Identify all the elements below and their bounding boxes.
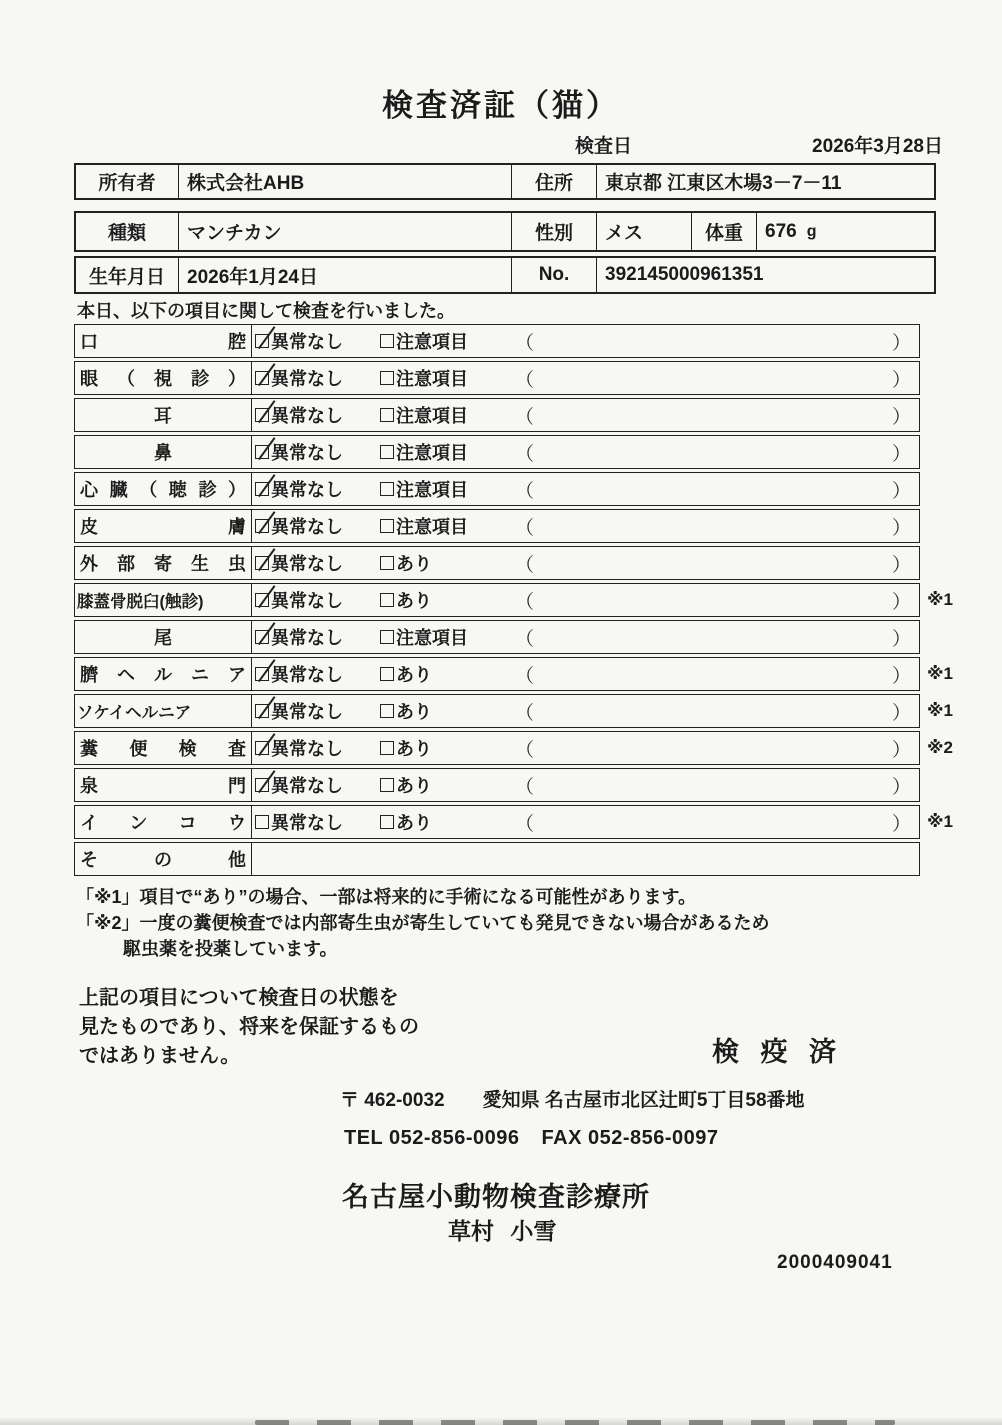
clinic-name: 名古屋小動物検査診療所 [342, 1182, 650, 1212]
finding-label: 注意項目 [396, 332, 468, 352]
checklist-row [74, 435, 920, 469]
breed-value: マンチカン [179, 213, 512, 250]
finding-checkbox[interactable] [380, 593, 394, 607]
remarks-field: （ ） [515, 776, 911, 798]
no-abnormality-checkbox[interactable] [255, 408, 269, 422]
clinic-phone-line [344, 1127, 719, 1150]
weight-value [757, 213, 934, 250]
finding-label: 注意項目 [396, 480, 468, 500]
finding-label: あり [396, 813, 432, 833]
finding-checkbox[interactable] [380, 371, 394, 385]
no-abnormality-checkbox[interactable] [255, 334, 269, 348]
finding-checkbox[interactable] [380, 556, 394, 570]
finding-checkbox[interactable] [380, 667, 394, 681]
footnote-2: 「※2」一度の糞便検査では内部寄生虫が寄生していても発見できない場合があるため [76, 913, 770, 933]
birthdate-label: 生年月日 [76, 258, 179, 292]
no-abnormality-label: 異常なし [271, 702, 343, 722]
remarks-field: （ ） [515, 554, 911, 576]
remarks-field: （ ） [515, 739, 911, 761]
no-abnormality-label: 異常なし [271, 739, 343, 759]
finding-checkbox[interactable] [380, 445, 394, 459]
item-label: 心 臓 （ 聴 診 ） [75, 473, 252, 505]
pet-info-row-2 [74, 256, 936, 294]
finding-checkbox[interactable] [380, 482, 394, 496]
page-title: 検査済証（猫） [382, 88, 620, 123]
finding-checkbox[interactable] [380, 519, 394, 533]
clinic-tel: TEL 052-856-0096 [344, 1127, 520, 1149]
item-label: 泉 門 [75, 769, 252, 801]
no-abnormality-checkbox[interactable] [255, 815, 269, 829]
disclaimer-line-1: 上記の項目について検査日の状態を [79, 987, 399, 1009]
checklist-row [74, 657, 953, 691]
no-abnormality-label: 異常なし [271, 591, 343, 611]
item-label: 臍 ヘ ル ニ ア [75, 658, 252, 690]
no-abnormality-checkbox[interactable] [255, 630, 269, 644]
remarks-field: （ ） [515, 591, 911, 613]
address-label: 住所 [512, 165, 597, 198]
item-label: 耳 [75, 399, 252, 431]
item-label: 糞 便 検 査 [75, 732, 252, 764]
finding-checkbox[interactable] [380, 630, 394, 644]
inspection-date-value: 2026年3月28日 [812, 136, 943, 157]
disclaimer-text [79, 984, 419, 1071]
no-abnormality-label: 異常なし [271, 628, 343, 648]
no-abnormality-label: 異常なし [271, 406, 343, 426]
no-abnormality-checkbox[interactable] [255, 556, 269, 570]
finding-checkbox[interactable] [380, 815, 394, 829]
finding-checkbox[interactable] [380, 778, 394, 792]
no-abnormality-checkbox[interactable] [255, 741, 269, 755]
item-label: 口 腔 [75, 325, 252, 357]
disclaimer-line-2: 見たものであり、将来を保証するもの [79, 1016, 419, 1038]
disclaimer-line-3: ではありません。 [79, 1045, 241, 1067]
clinic-fax: FAX 052-856-0097 [541, 1127, 719, 1149]
finding-checkbox[interactable] [380, 704, 394, 718]
footnotes [76, 884, 770, 962]
owner-table [74, 163, 936, 200]
item-label: 皮 膚 [75, 510, 252, 542]
clinic-address: 愛知県 名古屋市北区辻町5丁目58番地 [482, 1090, 805, 1111]
remarks-field: （ ） [515, 628, 911, 650]
remarks-field: （ ） [515, 406, 911, 428]
finding-checkbox[interactable] [380, 741, 394, 755]
remarks-field: （ ） [515, 813, 911, 835]
checklist-row [74, 509, 920, 543]
no-abnormality-label: 異常なし [271, 369, 343, 389]
no-abnormality-checkbox[interactable] [255, 778, 269, 792]
no-abnormality-label: 異常なし [271, 813, 343, 833]
footnote-marker: ※1 [927, 664, 953, 683]
checklist-row [74, 694, 953, 728]
item-label: 尾 [75, 621, 252, 653]
remarks-field: （ ） [515, 702, 911, 724]
inspection-date-row [575, 131, 943, 158]
veterinarian-name: 草村 小雪 [448, 1218, 557, 1244]
item-label: そ の 他 [75, 843, 252, 875]
no-abnormality-label: 異常なし [271, 517, 343, 537]
item-label: 眼 （ 視 診 ） [75, 362, 252, 394]
owner-label: 所有者 [76, 165, 179, 198]
no-abnormality-label: 異常なし [271, 665, 343, 685]
no-abnormality-checkbox[interactable] [255, 593, 269, 607]
remarks-field: （ ） [515, 517, 911, 539]
no-abnormality-checkbox[interactable] [255, 704, 269, 718]
intro-text: 本日、以下の項目に関して検査を行いました。 [77, 301, 455, 321]
footnote-marker: ※1 [927, 812, 953, 831]
checklist-row [74, 583, 953, 617]
no-abnormality-checkbox[interactable] [255, 445, 269, 459]
footnote-marker: ※1 [927, 701, 953, 720]
checklist-row [74, 842, 920, 876]
document-code: 2000409041 [777, 1252, 893, 1273]
finding-label: 注意項目 [396, 406, 468, 426]
finding-checkbox[interactable] [380, 408, 394, 422]
checklist-row [74, 768, 920, 802]
no-abnormality-label: 異常なし [271, 554, 343, 574]
item-label: 鼻 [75, 436, 252, 468]
remarks-field: （ ） [515, 480, 911, 502]
footnote-1: 「※1」項目で“あり”の場合、一部は将来的に手術になる可能性があります。 [76, 887, 697, 907]
id-number-value: 392145000961351 [605, 264, 764, 285]
clinic-postal-line [340, 1085, 805, 1112]
scan-artifact [255, 1420, 895, 1425]
footnote-marker: ※2 [927, 738, 953, 757]
finding-label: 注意項目 [396, 369, 468, 389]
no-abnormality-label: 異常なし [271, 776, 343, 796]
checklist-row [74, 398, 920, 432]
checklist-row [74, 731, 953, 765]
weight-unit: g [806, 222, 817, 240]
remarks-field: （ ） [515, 369, 911, 391]
finding-label: あり [396, 702, 432, 722]
inspection-date-label: 検査日 [575, 136, 633, 157]
weight-number: 676 [765, 220, 797, 242]
no-abnormality-checkbox[interactable] [255, 371, 269, 385]
owner-value: 株式会社AHB [179, 165, 512, 198]
finding-label: あり [396, 554, 432, 574]
finding-checkbox[interactable] [380, 334, 394, 348]
postal-code: 〒 462-0032 [340, 1090, 445, 1111]
item-label: ソケイヘルニア [75, 695, 252, 727]
pet-info-row-1 [74, 211, 936, 252]
checklist-row [74, 472, 920, 506]
weight-label: 体重 [692, 213, 757, 250]
birthdate-value: 2026年1月24日 [179, 258, 512, 292]
remarks-field: （ ） [515, 332, 911, 354]
address-value: 東京都 江東区木場3－7－11 [605, 173, 842, 194]
finding-label: 注意項目 [396, 628, 468, 648]
checklist-row [74, 620, 920, 654]
footnote-marker: ※1 [927, 590, 953, 609]
footnote-2-continued: 駆虫薬を投薬しています。 [123, 939, 338, 959]
checklist-table [74, 324, 953, 879]
quarantine-stamp: 検 疫 済 [712, 1037, 844, 1067]
no-abnormality-label: 異常なし [271, 443, 343, 463]
no-abnormality-checkbox[interactable] [255, 667, 269, 681]
breed-label: 種類 [76, 213, 179, 250]
finding-label: あり [396, 739, 432, 759]
remarks-field: （ ） [515, 665, 911, 687]
sex-label: 性別 [512, 213, 597, 250]
finding-label: あり [396, 665, 432, 685]
sex-value: メス [597, 213, 692, 250]
item-label: 外 部 寄 生 虫 [75, 547, 252, 579]
no-abnormality-checkbox[interactable] [255, 482, 269, 496]
checklist-row [74, 805, 953, 839]
remarks-field: （ ） [515, 443, 911, 465]
checklist-row [74, 361, 920, 395]
id-number-label: No. [512, 258, 597, 292]
no-abnormality-checkbox[interactable] [255, 519, 269, 533]
item-label: イ ン コ ウ [75, 806, 252, 838]
finding-label: 注意項目 [396, 443, 468, 463]
finding-label: 注意項目 [396, 517, 468, 537]
no-abnormality-label: 異常なし [271, 480, 343, 500]
finding-label: あり [396, 776, 432, 796]
item-label: 膝蓋骨脱臼(触診) [75, 584, 252, 616]
checklist-row [74, 324, 920, 358]
checklist-row [74, 546, 920, 580]
no-abnormality-label: 異常なし [271, 332, 343, 352]
finding-label: あり [396, 591, 432, 611]
